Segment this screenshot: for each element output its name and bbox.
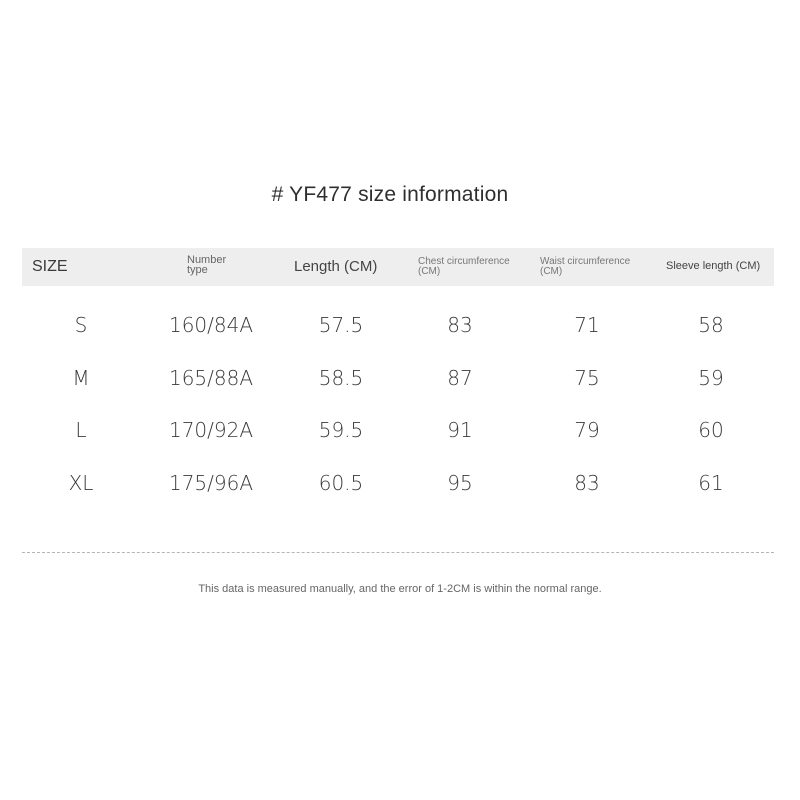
cell-sleeve: 60 bbox=[698, 418, 724, 442]
cell-sleeve: 59 bbox=[698, 366, 724, 390]
table-row bbox=[0, 458, 800, 510]
cell-chest: 87 bbox=[447, 366, 473, 390]
dashed-divider bbox=[22, 552, 774, 553]
header-length: Length (CM) bbox=[294, 258, 378, 275]
cell-chest: 83 bbox=[447, 313, 473, 337]
table-row bbox=[0, 300, 800, 352]
table-row bbox=[0, 405, 800, 457]
cell-chest: 95 bbox=[447, 471, 473, 495]
header-size: SIZE bbox=[32, 258, 68, 275]
cell-waist: 79 bbox=[574, 418, 600, 442]
cell-sleeve: 58 bbox=[698, 313, 724, 337]
cell-waist: 71 bbox=[574, 313, 600, 337]
cell-size: M bbox=[72, 366, 90, 390]
cell-waist: 75 bbox=[574, 366, 600, 390]
table-header bbox=[22, 248, 774, 286]
cell-number-type: 175/96A bbox=[168, 471, 254, 495]
header-waist: Waist circumference (CM) bbox=[540, 256, 631, 277]
cell-size: XL bbox=[68, 471, 94, 495]
cell-number-type: 165/88A bbox=[168, 366, 254, 390]
cell-length: 59.5 bbox=[318, 418, 364, 442]
cell-size: S bbox=[74, 313, 88, 337]
cell-number-type: 170/92A bbox=[168, 418, 254, 442]
header-chest: Chest circumference (CM) bbox=[418, 256, 510, 277]
cell-chest: 91 bbox=[447, 418, 473, 442]
cell-size: L bbox=[75, 418, 87, 442]
page-title: # YF477 size information bbox=[271, 183, 509, 206]
cell-length: 60.5 bbox=[318, 471, 364, 495]
header-number-type: Number type bbox=[187, 254, 227, 276]
measurement-note: This data is measured manually, and the error of 1-2CM is within the normal range. bbox=[198, 583, 602, 595]
cell-length: 57.5 bbox=[318, 313, 364, 337]
header-sleeve: Sleeve length (CM) bbox=[666, 260, 761, 272]
cell-length: 58.5 bbox=[318, 366, 364, 390]
table-row bbox=[0, 353, 800, 405]
cell-number-type: 160/84A bbox=[168, 313, 254, 337]
cell-sleeve: 61 bbox=[698, 471, 724, 495]
cell-waist: 83 bbox=[574, 471, 600, 495]
